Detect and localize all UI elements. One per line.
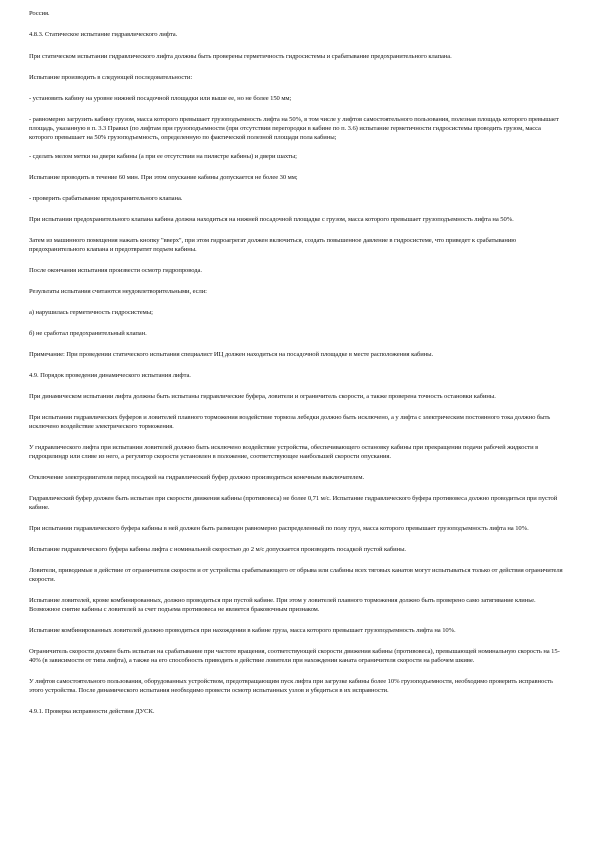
note-paragraph: Примечание: При проведении статического испытания специалист ИЦ должен находиться на посадочной площадке в месте расположения кабины. <box>29 351 434 358</box>
text-paragraph: Испытание проводить в течение 60 мин. При этом опускание кабины допускается не более 30 мм; <box>29 174 298 181</box>
text-paragraph: Ограничитель скорости должен быть испытан на срабатывание при частоте вращения, соответствующей скорости движения кабины (противовеса), превышающей номинальную скорость на 15-40% (в зависимости от типа лифта), а также на его способность приводить в действие ловители при нахождении каната ограничителя скорости на рабочем шкиве. <box>29 648 560 664</box>
text-paragraph: Ловители, приводимые в действие от ограничителя скорости и от устройства срабатывающего от обрыва или слабины всех тяговых канатов могут испытываться только от действия ограничителя скорости. <box>29 567 563 583</box>
text-paragraph: Отключение электродвигателя перед посадкой на гидравлический буфер должно производиться конечным выключателем. <box>29 474 365 481</box>
list-item: - сделать мелом метки на двери кабины (а при ее отсутствии на пилястре кабины) и двери шахты; <box>29 153 297 160</box>
text-paragraph: У гидравлического лифта при испытании ловителей должно быть исключено воздействие устройства, обеспечивающего остановку кабины при прекращении подачи рабочей жидкости в гидроцилиндр или сливе из него, а регулятор скорости установлен в положение, соответствующее наибольшей скорости опускания. <box>29 444 539 460</box>
text-paragraph: Испытание ловителей, кроме комбинированных, должно проводиться при пустой кабине. При этом у ловителей плавного торможения должно быть проверено само затягивание клинье. Возможное снятие кабины с ловителей за счет подъема противовеса не является браковочным признаком. <box>29 597 536 613</box>
text-paragraph: Испытание комбинированных ловителей должно проводиться при нахождении в кабине груза, масса которого превышает грузоподъемность лифта на 10%. <box>29 627 456 634</box>
text-paragraph: Результаты испытания считаются неудовлетворительными, если: <box>29 288 207 295</box>
text-paragraph: При испытании гидравлического буфера кабины в ней должен быть размещен равномерно распределенный по полу груз, масса которого превышает грузоподъемность лифта на 10%. <box>29 525 529 532</box>
text-paragraph: После окончания испытания произвести осмотр гидропровода. <box>29 267 202 274</box>
list-item: - установить кабину на уровне нижней посадочной площадки или выше ее, но не более 150 мм; <box>29 95 292 102</box>
text-paragraph: Затем из машинного помещения нажать кнопку "вверх", при этом гидроагрегат должен включиться, создать повышенное давление в гидросистеме, что приведет к срабатыванию предохранительного клапана и предотвратит подъем кабины. <box>29 237 517 253</box>
text-paragraph: При испытании предохранительного клапана кабина должна находиться на нижней посадочной площадке с грузом, масса которого превышает грузоподъемность лифта на 50%. <box>29 216 514 223</box>
list-item: - равномерно загрузить кабину грузом, масса которого превышает грузоподъемность лифта на 50%, в том числе у лифтов самостоятельного пользования, полезная площадь которого превышает площадь, указанную в п. 3.3 Правил (по лифтам при грузоподъемности (при отсутствии перегородки в кабине по п. 3.6) испытание герметичности гидросистемы проводить грузом, масса которого превышает на 50% грузоподъемность, определенную по фактической полезной площади пола кабины; <box>29 116 559 141</box>
text-paragraph: У лифтов самостоятельного пользования, оборудованных устройством, предотвращающим пуск лифта при загрузке кабины более 10% грузоподъемности, необходимо проверить исправность этого устройства. После динамического испытания необходимо провести осмотр испытанных узлов и убедиться в их исправности. <box>29 678 553 694</box>
text-paragraph: Гидравлический буфер должен быть испытан при скорости движения кабины (противовеса) не более 0,71 м/с. Испытание гидравлического буфера противовеса должно проводиться при пустой кабине. <box>29 495 558 511</box>
text-paragraph: При статическом испытании гидравлического лифта должны быть проверены герметичность гидросистемы и срабатывание предохранительного клапана. <box>29 53 452 60</box>
section-heading: 4.8.3. Статическое испытание гидравлического лифта. <box>29 31 178 38</box>
text-paragraph: Россия. <box>29 10 50 17</box>
text-paragraph: Испытание гидравлического буфера кабины лифта с номинальной скоростью до 2 м/с допускается производить посадкой пустой кабины. <box>29 546 406 553</box>
text-paragraph: Испытание производить в следующей последовательности: <box>29 74 193 81</box>
section-heading: 4.9. Порядок проведения динамического испытания лифта. <box>29 372 191 379</box>
section-heading: 4.9.1. Проверка исправности действия ДУСК. <box>29 708 155 715</box>
list-item: - проверить срабатывание предохранительного клапана. <box>29 195 183 202</box>
text-paragraph: При динамическом испытании лифта должны быть испытаны гидравлические буфера, ловители и ограничитель скорости, а также проверена точность остановки кабины. <box>29 393 496 400</box>
list-item: а) нарушилась герметичность гидросистемы; <box>29 309 153 316</box>
list-item: б) не сработал предохранительный клапан. <box>29 330 147 337</box>
text-paragraph: При испытании гидравлических буферов и ловителей плавного торможения воздействие тормоза лебедки должно быть исключено, а у лифта с электрическим постоянного тока должно быть исключено воздействие электрического торможения. <box>29 414 551 430</box>
